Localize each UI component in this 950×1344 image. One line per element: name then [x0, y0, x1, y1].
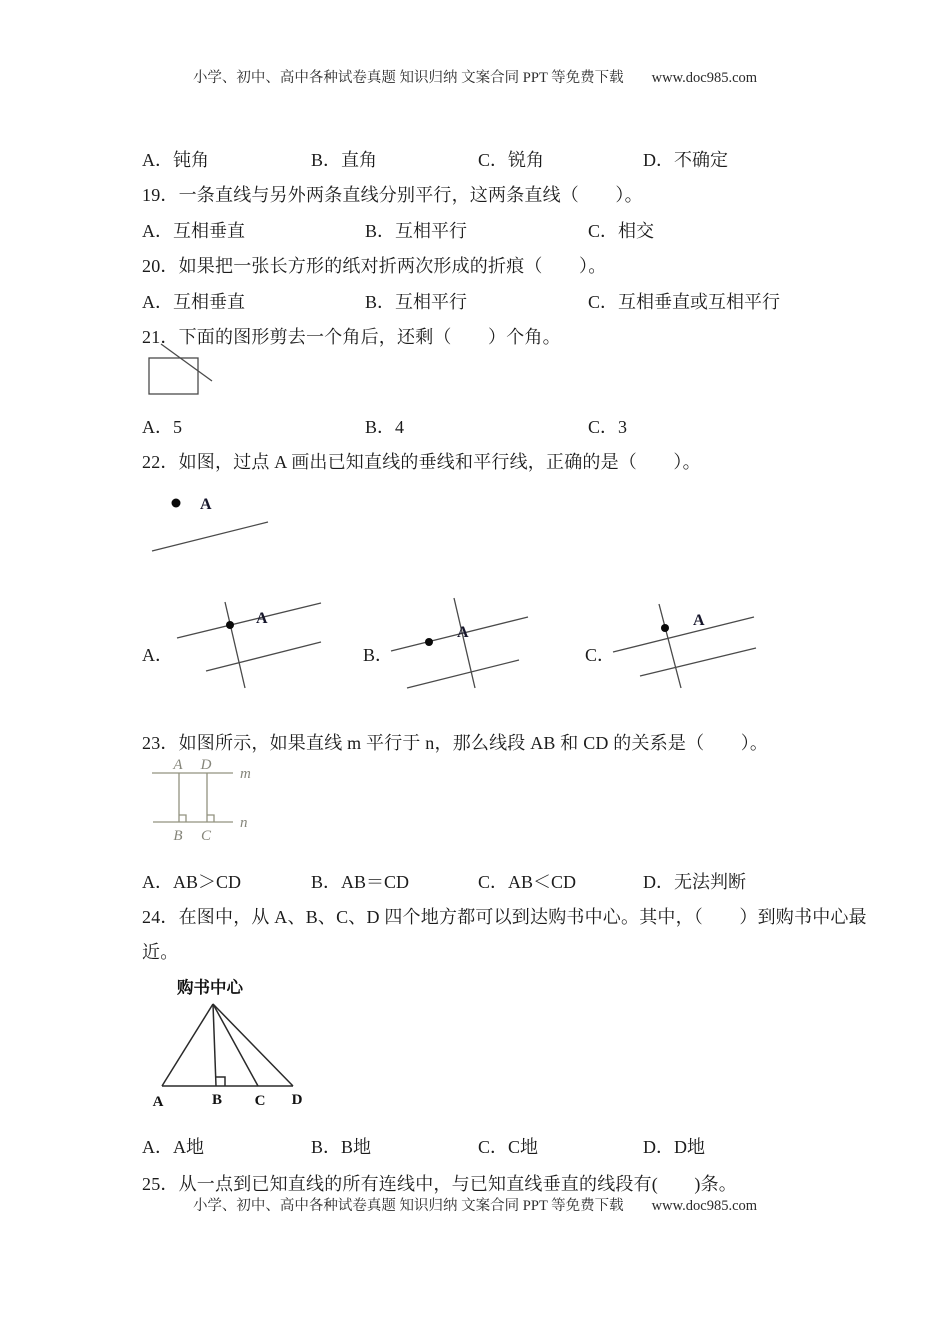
perpendicular-line: [659, 604, 681, 688]
upper-parallel-line: [177, 603, 321, 638]
q23-text: 23．如图所示，如果直线 m 平行于 n，那么线段 AB 和 CD 的关系是（ ）。: [142, 733, 769, 753]
q18-option-d: D．不确定: [643, 150, 728, 170]
q22-figure-c: [603, 592, 768, 697]
q23-figure: [145, 757, 280, 849]
q18-option-b: B．直角: [311, 150, 378, 170]
q24-option-a: A．A地: [142, 1137, 204, 1157]
footer-site-info: 小学、初中、高中各种试卷真题 知识归纳 文案合同 PPT 等免费下载: [192, 1198, 624, 1214]
q24-figure: [150, 975, 318, 1115]
q22-figure-a: [170, 592, 335, 697]
line-to-d: [213, 1004, 293, 1086]
point-dot: [661, 624, 669, 632]
point-label: A: [457, 624, 469, 641]
lower-parallel-line: [206, 642, 321, 671]
q23-option-a: A．AB＞CD: [142, 872, 242, 892]
q21-option-c: C．3: [588, 417, 628, 437]
q22-given-figure: [140, 482, 285, 567]
q21-text: 21．下面的图形剪去一个角后，还剩（ ）个角。: [142, 327, 561, 347]
cut-line: [161, 344, 212, 381]
label-d: D: [200, 757, 212, 773]
q20-option-c: C．互相垂直或互相平行: [588, 292, 781, 312]
bookstore-title: 购书中心: [177, 978, 243, 997]
q22-option-b-label: B．: [363, 645, 394, 665]
q19-text: 19．一条直线与另外两条直线分别平行，这两条直线（ ）。: [142, 185, 643, 205]
q22-text: 22．如图，过点 A 画出已知直线的垂线和平行线，正确的是（ ）。: [142, 452, 701, 472]
q18-option-c: C．锐角: [478, 150, 545, 170]
q23-option-c: C．AB＜CD: [478, 872, 577, 892]
q21-option-b: B．4: [365, 417, 405, 437]
perpendicular-line: [454, 598, 475, 688]
q24-option-c: C．C地: [478, 1137, 539, 1157]
label-b: B: [211, 1092, 223, 1108]
q24-option-b: B．B地: [311, 1137, 372, 1157]
line-to-a: [162, 1004, 213, 1086]
q19-option-c: C．相交: [588, 221, 655, 241]
right-angle-mark: [207, 815, 214, 822]
q23-option-b: B．AB＝CD: [311, 872, 410, 892]
footer-url: www.doc985.com: [651, 1198, 758, 1214]
right-angle-mark: [179, 815, 186, 822]
q22-option-a-label: A．: [142, 645, 173, 665]
header-url: www.doc985.com: [651, 70, 758, 86]
right-angle-mark: [216, 1077, 225, 1086]
lower-parallel-line: [407, 660, 519, 688]
label-c: C: [200, 828, 212, 844]
point-label: A: [200, 496, 212, 513]
q22-figure-b: [383, 592, 548, 697]
point-dot: [226, 621, 234, 629]
q18-option-a: A．钝角: [142, 150, 209, 170]
q24-option-d: D．D地: [643, 1137, 705, 1157]
q24-text-line2: 近。: [142, 942, 179, 962]
label-n: n: [240, 815, 248, 831]
rectangle-shape: [149, 358, 198, 394]
label-m: m: [240, 766, 251, 782]
header-site-info: 小学、初中、高中各种试卷真题 知识归纳 文案合同 PPT 等免费下载: [192, 70, 624, 86]
point-dot: [172, 499, 181, 508]
point-label: A: [693, 612, 705, 629]
q20-option-b: B．互相平行: [365, 292, 468, 312]
upper-parallel-line: [613, 617, 754, 652]
lower-parallel-line: [640, 648, 756, 676]
label-d: D: [291, 1092, 303, 1108]
q20-text: 20．如果把一张长方形的纸对折两次形成的折痕（ ）。: [142, 256, 607, 276]
q21-option-a: A．5: [142, 417, 182, 437]
q19-option-a: A．互相垂直: [142, 221, 245, 241]
footer: [0, 1194, 950, 1215]
q20-option-a: A．互相垂直: [142, 292, 245, 312]
header: [0, 66, 950, 87]
point-label: A: [256, 610, 268, 627]
q19-option-b: B．互相平行: [365, 221, 468, 241]
q24-text-line1: 24．在图中，从 A、B、C、D 四个地方都可以到达购书中心。其中，（ ）到购书中心最: [142, 907, 867, 927]
q22-option-c-label: C．: [585, 645, 616, 665]
point-dot: [425, 638, 433, 646]
label-a: A: [152, 1094, 164, 1110]
line-to-b: [213, 1004, 216, 1086]
label-a: A: [173, 757, 183, 773]
line-to-c: [213, 1004, 258, 1086]
label-c: C: [254, 1093, 266, 1109]
q21-figure: [140, 340, 260, 410]
q25-text: 25．从一点到已知直线的所有连线中，与已知直线垂直的线段有( )条。: [142, 1174, 737, 1194]
perpendicular-line: [225, 602, 245, 688]
given-line: [152, 522, 268, 551]
label-b: B: [173, 828, 183, 844]
q23-option-d: D．无法判断: [643, 872, 746, 892]
